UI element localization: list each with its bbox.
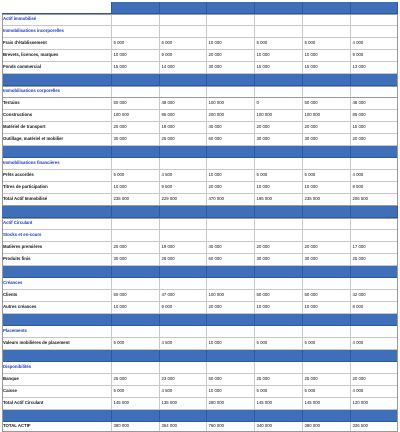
value-cell[interactable]: 13 000: [351, 62, 398, 74]
value-cell[interactable]: 10 000: [112, 50, 160, 62]
value-cell[interactable]: [112, 86, 160, 98]
value-cell[interactable]: 30 000: [303, 134, 351, 146]
value-cell[interactable]: [160, 26, 207, 38]
value-cell[interactable]: [351, 362, 398, 374]
divider-cell: [207, 146, 255, 158]
divider-cell: [303, 2, 351, 14]
value-cell[interactable]: 4 500: [160, 338, 207, 350]
divider-cell: [207, 266, 255, 278]
value-cell[interactable]: [351, 158, 398, 170]
row-label[interactable]: Valeurs mobilières de placement: [2, 338, 112, 350]
value-cell[interactable]: [160, 158, 207, 170]
value-cell[interactable]: 42 000: [351, 290, 398, 302]
divider-cell: [351, 266, 398, 278]
value-cell[interactable]: [255, 158, 303, 170]
value-cell[interactable]: 15 000: [112, 62, 160, 74]
value-cell[interactable]: 340 000: [255, 422, 303, 432]
divider-cell: [207, 314, 255, 326]
value-cell[interactable]: 30 000: [303, 254, 351, 266]
value-cell[interactable]: [303, 362, 351, 374]
value-cell[interactable]: 10 000: [303, 50, 351, 62]
divider-cell: [160, 2, 207, 14]
value-cell[interactable]: [207, 86, 255, 98]
divider-cell: [160, 206, 207, 218]
section-title[interactable]: Actif Circulant: [2, 218, 112, 230]
divider-cell: [160, 74, 207, 86]
section-title[interactable]: Actif immobilisé: [2, 14, 112, 26]
row-label[interactable]: Banque: [2, 374, 112, 386]
section-divider-row: [0, 266, 400, 278]
value-cell[interactable]: [303, 218, 351, 230]
value-cell[interactable]: 10 000: [255, 302, 303, 314]
value-cell[interactable]: [255, 278, 303, 290]
value-cell[interactable]: [112, 218, 160, 230]
divider-cell: [160, 266, 207, 278]
value-cell[interactable]: [160, 218, 207, 230]
table-row: [0, 182, 400, 194]
value-cell[interactable]: 290 000: [207, 398, 255, 410]
value-cell[interactable]: 4 000: [351, 170, 398, 182]
row-label[interactable]: Clients: [2, 290, 112, 302]
value-cell[interactable]: 100 000: [207, 290, 255, 302]
value-cell[interactable]: [112, 278, 160, 290]
value-cell[interactable]: [303, 326, 351, 338]
section-title-row: [0, 230, 400, 242]
divider-cell: [351, 350, 398, 362]
table-row: [0, 134, 400, 146]
value-cell[interactable]: 30 000: [207, 62, 255, 74]
section-title[interactable]: Immobilisations financières: [2, 158, 112, 170]
value-cell[interactable]: 20 000: [351, 134, 398, 146]
value-cell[interactable]: [351, 218, 398, 230]
value-cell[interactable]: 20 000: [207, 302, 255, 314]
value-cell[interactable]: [303, 86, 351, 98]
divider-cell: [255, 146, 303, 158]
row-label[interactable]: Total Actif Immobilisé: [2, 194, 112, 206]
divider-cell: [2, 2, 112, 14]
divider-cell: [2, 266, 112, 278]
value-cell[interactable]: [160, 362, 207, 374]
table-row: [0, 338, 400, 350]
row-label[interactable]: Fonds commercial: [2, 62, 112, 74]
value-cell[interactable]: 20 000: [351, 374, 398, 386]
value-cell[interactable]: 20 000: [303, 122, 351, 134]
value-cell[interactable]: 20 000: [207, 50, 255, 62]
value-cell[interactable]: 8 000: [351, 302, 398, 314]
value-cell[interactable]: 50 000: [303, 98, 351, 110]
value-cell[interactable]: 229 000: [160, 194, 207, 206]
divider-cell: [112, 266, 160, 278]
value-cell[interactable]: 145 000: [255, 398, 303, 410]
row-label[interactable]: Constructions: [2, 110, 112, 122]
value-cell[interactable]: [207, 362, 255, 374]
value-cell[interactable]: 100 000: [303, 110, 351, 122]
section-title-row: [0, 218, 400, 230]
value-cell[interactable]: 4 500: [160, 170, 207, 182]
value-cell[interactable]: 5 000: [255, 170, 303, 182]
value-cell[interactable]: [255, 14, 303, 26]
value-cell[interactable]: 10 000: [255, 182, 303, 194]
value-cell[interactable]: [255, 230, 303, 242]
value-cell[interactable]: 5 000: [303, 38, 351, 50]
value-cell[interactable]: 4 500: [160, 386, 207, 398]
value-cell[interactable]: 17 000: [351, 242, 398, 254]
value-cell[interactable]: 40 000: [207, 122, 255, 134]
value-cell[interactable]: 10 000: [303, 302, 351, 314]
table-row: [0, 194, 400, 206]
value-cell[interactable]: 25 000: [255, 374, 303, 386]
section-divider-row: [0, 314, 400, 326]
divider-cell: [303, 410, 351, 422]
divider-cell: [207, 350, 255, 362]
value-cell[interactable]: 145 000: [303, 398, 351, 410]
divider-cell: [112, 314, 160, 326]
divider-cell: [160, 146, 207, 158]
value-cell[interactable]: 9 000: [160, 302, 207, 314]
value-cell[interactable]: 200 000: [207, 110, 255, 122]
divider-cell: [112, 74, 160, 86]
value-cell[interactable]: 30 000: [112, 134, 160, 146]
value-cell[interactable]: 10 000: [112, 182, 160, 194]
value-cell[interactable]: 470 000: [207, 194, 255, 206]
section-title[interactable]: Immobilisations corporelles: [2, 86, 112, 98]
value-cell[interactable]: 15 000: [255, 62, 303, 74]
value-cell[interactable]: 15 000: [303, 62, 351, 74]
section-title-row: [0, 278, 400, 290]
divider-cell: [255, 266, 303, 278]
divider-cell: [303, 266, 351, 278]
value-cell[interactable]: 50 000: [303, 290, 351, 302]
table-row: [0, 422, 400, 432]
section-title[interactable]: Placements: [2, 326, 112, 338]
table-row: [0, 254, 400, 266]
value-cell[interactable]: [207, 218, 255, 230]
value-cell[interactable]: [255, 326, 303, 338]
value-cell[interactable]: 4 000: [351, 386, 398, 398]
value-cell[interactable]: [303, 230, 351, 242]
divider-cell: [303, 350, 351, 362]
divider-cell: [2, 146, 112, 158]
value-cell[interactable]: 50 000: [207, 374, 255, 386]
value-cell[interactable]: 380 000: [112, 422, 160, 432]
divider-cell: [112, 350, 160, 362]
value-cell[interactable]: 6 000: [160, 38, 207, 50]
divider-cell: [112, 410, 160, 422]
value-cell[interactable]: 326 500: [351, 422, 398, 432]
divider-cell: [112, 206, 160, 218]
row-label[interactable]: Total Actif Circulant: [2, 398, 112, 410]
divider-cell: [2, 410, 112, 422]
section-title[interactable]: Disponibilités: [2, 362, 112, 374]
value-cell[interactable]: [255, 26, 303, 38]
divider-cell: [207, 206, 255, 218]
value-cell[interactable]: 25 000: [112, 374, 160, 386]
value-cell[interactable]: [207, 326, 255, 338]
value-cell[interactable]: 120 000: [351, 398, 398, 410]
value-cell[interactable]: 15 000: [351, 122, 398, 134]
value-cell[interactable]: [160, 230, 207, 242]
value-cell[interactable]: [160, 278, 207, 290]
section-divider-row: [0, 146, 400, 158]
divider-cell: [255, 314, 303, 326]
value-cell[interactable]: 20 000: [112, 122, 160, 134]
value-cell[interactable]: 20 000: [207, 182, 255, 194]
value-cell[interactable]: [112, 158, 160, 170]
value-cell[interactable]: 48 000: [351, 98, 398, 110]
value-cell[interactable]: 5 000: [112, 38, 160, 50]
value-cell[interactable]: 28 000: [160, 254, 207, 266]
value-cell[interactable]: [351, 26, 398, 38]
table-row: [0, 386, 400, 398]
value-cell[interactable]: [351, 326, 398, 338]
value-cell[interactable]: 100 000: [255, 110, 303, 122]
value-cell[interactable]: 50 000: [112, 98, 160, 110]
table-row: [0, 98, 400, 110]
table-row: [0, 302, 400, 314]
divider-cell: [351, 146, 398, 158]
divider-cell: [351, 206, 398, 218]
value-cell[interactable]: [303, 14, 351, 26]
row-label[interactable]: Frais d'établissement: [2, 38, 112, 50]
divider-cell: [112, 146, 160, 158]
value-cell[interactable]: [112, 14, 160, 26]
divider-cell: [255, 350, 303, 362]
value-cell[interactable]: 5 000: [255, 38, 303, 50]
value-cell[interactable]: 30 000: [255, 134, 303, 146]
divider-cell: [303, 74, 351, 86]
divider-cell: [207, 2, 255, 14]
table-row: [0, 290, 400, 302]
value-cell[interactable]: 10 000: [207, 170, 255, 182]
value-cell[interactable]: [351, 86, 398, 98]
value-cell[interactable]: 235 000: [303, 194, 351, 206]
value-cell[interactable]: 4 000: [351, 38, 398, 50]
section-divider-row: [0, 2, 400, 14]
value-cell[interactable]: 10 000: [207, 38, 255, 50]
row-label[interactable]: Titres de participation: [2, 182, 112, 194]
section-title[interactable]: Immobilisations incorporelles: [2, 26, 112, 38]
value-cell[interactable]: 60 000: [207, 254, 255, 266]
section-divider-row: [0, 410, 400, 422]
value-cell[interactable]: 30 000: [255, 254, 303, 266]
divider-cell: [255, 2, 303, 14]
section-title-row: [0, 26, 400, 38]
value-cell[interactable]: [160, 14, 207, 26]
divider-cell: [2, 350, 112, 362]
value-cell[interactable]: 5 000: [303, 338, 351, 350]
value-cell[interactable]: 18 000: [160, 122, 207, 134]
value-cell[interactable]: 85 000: [351, 110, 398, 122]
value-cell[interactable]: [351, 14, 398, 26]
value-cell[interactable]: 23 000: [160, 374, 207, 386]
value-cell[interactable]: [207, 230, 255, 242]
value-cell[interactable]: 14 000: [160, 62, 207, 74]
row-label[interactable]: Caisse: [2, 386, 112, 398]
divider-cell: [255, 206, 303, 218]
row-label[interactable]: Matières premières: [2, 242, 112, 254]
value-cell[interactable]: [255, 86, 303, 98]
value-cell[interactable]: [303, 26, 351, 38]
section-title-row: [0, 14, 400, 26]
value-cell[interactable]: 5 000: [303, 170, 351, 182]
value-cell[interactable]: [160, 86, 207, 98]
value-cell[interactable]: 10 000: [255, 50, 303, 62]
section-divider-row: [0, 74, 400, 86]
value-cell[interactable]: 235 000: [112, 194, 160, 206]
value-cell[interactable]: [207, 278, 255, 290]
divider-cell: [112, 2, 160, 14]
row-label[interactable]: Outillage, matériel et mobilier: [2, 134, 112, 146]
row-label[interactable]: Brevets, licences, marques: [2, 50, 112, 62]
value-cell[interactable]: 5 000: [255, 386, 303, 398]
value-cell[interactable]: [112, 326, 160, 338]
value-cell[interactable]: 47 000: [160, 290, 207, 302]
table-row: [0, 170, 400, 182]
section-divider-row: [0, 350, 400, 362]
value-cell[interactable]: 10 000: [207, 338, 255, 350]
value-cell[interactable]: 4 000: [351, 338, 398, 350]
value-cell[interactable]: [303, 158, 351, 170]
divider-cell: [351, 314, 398, 326]
table-row: [0, 38, 400, 50]
value-cell[interactable]: [255, 218, 303, 230]
row-label[interactable]: TOTAL ACTIF: [2, 422, 112, 432]
section-title-row: [0, 158, 400, 170]
value-cell[interactable]: 95 000: [160, 110, 207, 122]
value-cell[interactable]: 5 000: [112, 170, 160, 182]
divider-cell: [160, 314, 207, 326]
value-cell[interactable]: 25 000: [160, 134, 207, 146]
value-cell[interactable]: 8 500: [351, 182, 398, 194]
value-cell[interactable]: 20 000: [303, 242, 351, 254]
section-title-row: [0, 326, 400, 338]
row-label[interactable]: Matériel de transport: [2, 122, 112, 134]
value-cell[interactable]: 5 000: [303, 386, 351, 398]
value-cell[interactable]: [255, 362, 303, 374]
value-cell[interactable]: [351, 230, 398, 242]
table-row: [0, 398, 400, 410]
value-cell[interactable]: 0: [255, 98, 303, 110]
value-cell[interactable]: 25 000: [303, 374, 351, 386]
divider-cell: [351, 74, 398, 86]
value-cell[interactable]: 5 000: [112, 386, 160, 398]
divider-cell: [303, 206, 351, 218]
value-cell[interactable]: 25 000: [351, 254, 398, 266]
value-cell[interactable]: 195 000: [255, 194, 303, 206]
divider-cell: [255, 74, 303, 86]
row-label[interactable]: Prêts accordés: [2, 170, 112, 182]
value-cell[interactable]: 20 000: [255, 242, 303, 254]
table-row: [0, 110, 400, 122]
divider-cell: [2, 314, 112, 326]
value-cell[interactable]: 100 000: [112, 110, 160, 122]
value-cell[interactable]: [207, 158, 255, 170]
table-row: [0, 374, 400, 386]
value-cell[interactable]: 135 000: [160, 398, 207, 410]
divider-cell: [255, 410, 303, 422]
value-cell[interactable]: 10 000: [303, 182, 351, 194]
section-title[interactable]: Stocks et en-cours: [2, 230, 112, 242]
value-cell[interactable]: 20 000: [255, 122, 303, 134]
divider-cell: [207, 74, 255, 86]
value-cell[interactable]: 50 000: [255, 290, 303, 302]
divider-cell: [2, 206, 112, 218]
divider-cell: [207, 410, 255, 422]
divider-cell: [303, 146, 351, 158]
value-cell[interactable]: 380 000: [303, 422, 351, 432]
value-cell[interactable]: 19 000: [160, 242, 207, 254]
divider-cell: [351, 410, 398, 422]
divider-cell: [160, 350, 207, 362]
table-row: [0, 62, 400, 74]
value-cell[interactable]: [207, 14, 255, 26]
value-cell[interactable]: 10 000: [112, 302, 160, 314]
section-title-row: [0, 362, 400, 374]
value-cell[interactable]: 145 000: [112, 398, 160, 410]
value-cell[interactable]: 30 000: [112, 254, 160, 266]
value-cell[interactable]: 20 000: [112, 242, 160, 254]
row-label[interactable]: Terrains: [2, 98, 112, 110]
value-cell[interactable]: 10 000: [207, 386, 255, 398]
value-cell[interactable]: 5 000: [255, 338, 303, 350]
value-cell[interactable]: 60 000: [207, 134, 255, 146]
table-row: [0, 122, 400, 134]
table-row: [0, 50, 400, 62]
table-row: [0, 242, 400, 254]
value-cell[interactable]: [160, 326, 207, 338]
divider-cell: [160, 410, 207, 422]
value-cell[interactable]: 364 000: [160, 422, 207, 432]
value-cell[interactable]: 206 500: [351, 194, 398, 206]
value-cell[interactable]: [112, 230, 160, 242]
value-cell[interactable]: 9 000: [160, 50, 207, 62]
value-cell[interactable]: 100 000: [207, 98, 255, 110]
section-title[interactable]: Créances: [2, 278, 112, 290]
value-cell[interactable]: 40 000: [207, 242, 255, 254]
section-title-row: [0, 86, 400, 98]
value-cell[interactable]: 50 000: [112, 290, 160, 302]
divider-cell: [2, 74, 112, 86]
value-cell[interactable]: [351, 278, 398, 290]
value-cell[interactable]: [303, 278, 351, 290]
value-cell[interactable]: 5 000: [112, 338, 160, 350]
divider-cell: [351, 2, 398, 14]
row-label[interactable]: Produits finis: [2, 254, 112, 266]
section-divider-row: [0, 206, 400, 218]
value-cell[interactable]: 9 500: [160, 182, 207, 194]
value-cell[interactable]: [112, 26, 160, 38]
value-cell[interactable]: [112, 362, 160, 374]
value-cell[interactable]: 9 000: [351, 50, 398, 62]
value-cell[interactable]: [207, 26, 255, 38]
row-label[interactable]: Autres créances: [2, 302, 112, 314]
value-cell[interactable]: 760 000: [207, 422, 255, 432]
divider-cell: [303, 314, 351, 326]
value-cell[interactable]: 48 000: [160, 98, 207, 110]
